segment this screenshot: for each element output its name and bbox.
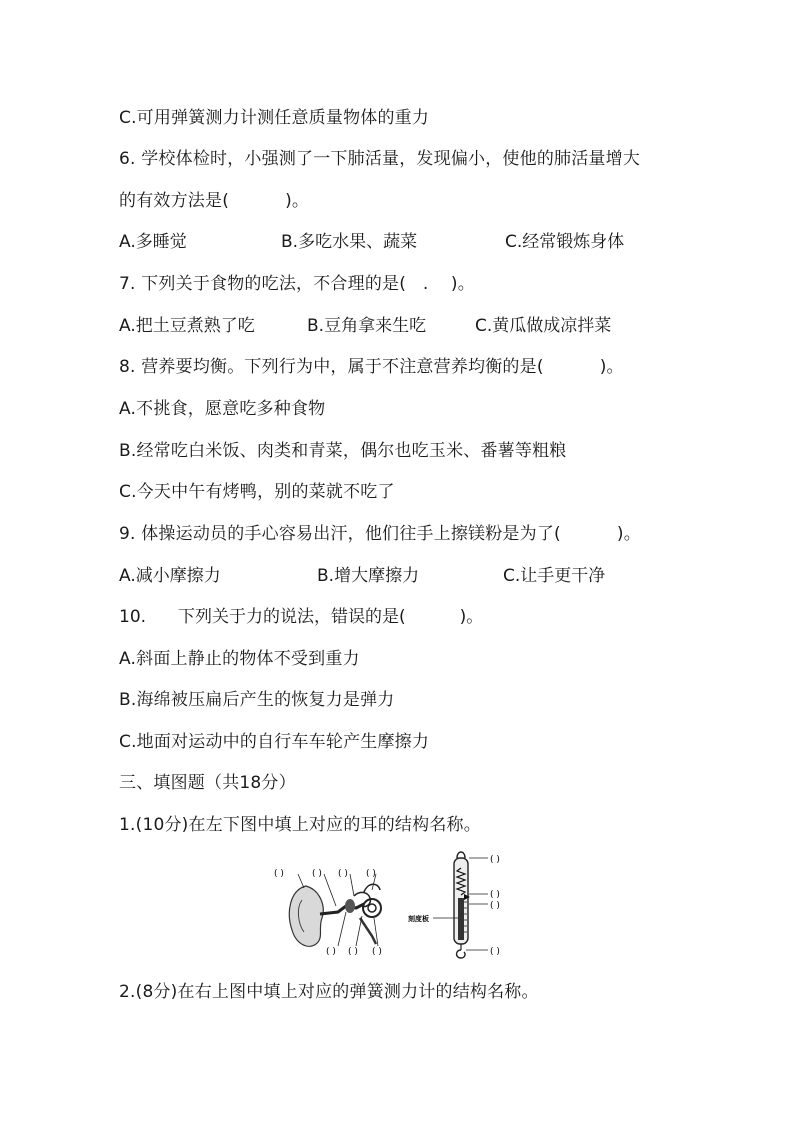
- ear-blank-1: ( ): [274, 869, 284, 879]
- q6-stem-line2: 的有效方法是( )。: [119, 191, 310, 211]
- section-3-title: 三、填图题（共18分）: [119, 773, 296, 793]
- fill-question-2: 2.(8分)在右上图中填上对应的弹簧测力计的结构名称。: [119, 982, 539, 1002]
- q10-number: 10.: [119, 607, 147, 627]
- q8-option-b: B.经常吃白米饭、肉类和青菜，偶尔也吃玉米、番薯等粗粮: [119, 441, 567, 461]
- semicircular-canals-shape: [364, 884, 380, 892]
- q10-option-b: B.海绵被压扁后产生的恢复力是弹力: [119, 690, 395, 710]
- q10-option-c: C.地面对运动中的自行车车轮产生摩擦力: [119, 732, 430, 752]
- q9-option-c: C.让手更干净: [503, 566, 606, 586]
- outer-ear-shape: [289, 886, 323, 946]
- ear-blank-2: ( ): [312, 869, 322, 879]
- q10-option-a: A.斜面上静止的物体不受到重力: [119, 649, 360, 669]
- ear-blank-3: ( ): [338, 869, 348, 879]
- scale-board-label: 刻度板: [408, 915, 429, 923]
- scale-rod-shape: [458, 898, 464, 940]
- q9-option-a: A.减小摩擦力: [119, 566, 221, 586]
- q7-option-c: C.黄瓜做成凉拌菜: [475, 316, 612, 336]
- scale-blank-1: ( ): [490, 855, 500, 865]
- figure-ear-and-spring-scale: [268, 846, 538, 966]
- ear-blank-7: ( ): [372, 947, 382, 957]
- q7-stem: 7. 下列关于食物的吃法，不合理的是( . )。: [119, 274, 475, 294]
- q6-option-c: C.经常锻炼身体: [505, 232, 625, 252]
- cochlea-shape: [363, 899, 381, 917]
- ear-diagram: [274, 869, 382, 957]
- scale-blank-4: ( ): [490, 947, 500, 957]
- q6-option-b: B.多吃水果、蔬菜: [281, 232, 418, 252]
- scale-blank-2: ( ): [490, 890, 500, 900]
- scale-hook-shape: [457, 950, 466, 958]
- q5-option-c: C.可用弹簧测力计测任意质量物体的重力: [119, 108, 430, 128]
- ear-blank-5: ( ): [326, 947, 336, 957]
- q6-stem-line1: 6. 学校体检时，小强测了一下肺活量，发现偏小，使他的肺活量增大: [119, 149, 641, 169]
- q7-option-a: A.把土豆煮熟了吃: [119, 316, 255, 336]
- q9-stem: 9. 体操运动员的手心容易出汗，他们往手上擦镁粉是为了( )。: [119, 524, 641, 544]
- q8-option-a: A.不挑食，愿意吃多种食物: [119, 399, 326, 419]
- figure-svg: [268, 846, 538, 966]
- ear-blank-6: ( ): [348, 947, 358, 957]
- q10-stem: 下列关于力的说法，错误的是( )。: [178, 607, 484, 627]
- q6-option-a: A.多睡觉: [119, 232, 187, 252]
- spring-scale-diagram: [408, 852, 500, 958]
- q9-option-b: B.增大摩擦力: [317, 566, 420, 586]
- q7-option-b: B.豆角拿来生吃: [307, 316, 427, 336]
- eardrum-shape: [345, 899, 355, 913]
- fill-question-1: 1.(10分)在左下图中填上对应的耳的结构名称。: [119, 815, 481, 835]
- scale-blank-3: ( ): [490, 901, 500, 911]
- q8-option-c: C.今天中午有烤鸭，别的菜就不吃了: [119, 482, 395, 502]
- ear-canal-shape: [320, 904, 364, 914]
- scale-ring-shape: [457, 852, 465, 858]
- q8-stem: 8. 营养要均衡。下列行为中，属于不注意营养均衡的是( )。: [119, 357, 624, 377]
- ear-blank-4: ( ): [366, 869, 376, 879]
